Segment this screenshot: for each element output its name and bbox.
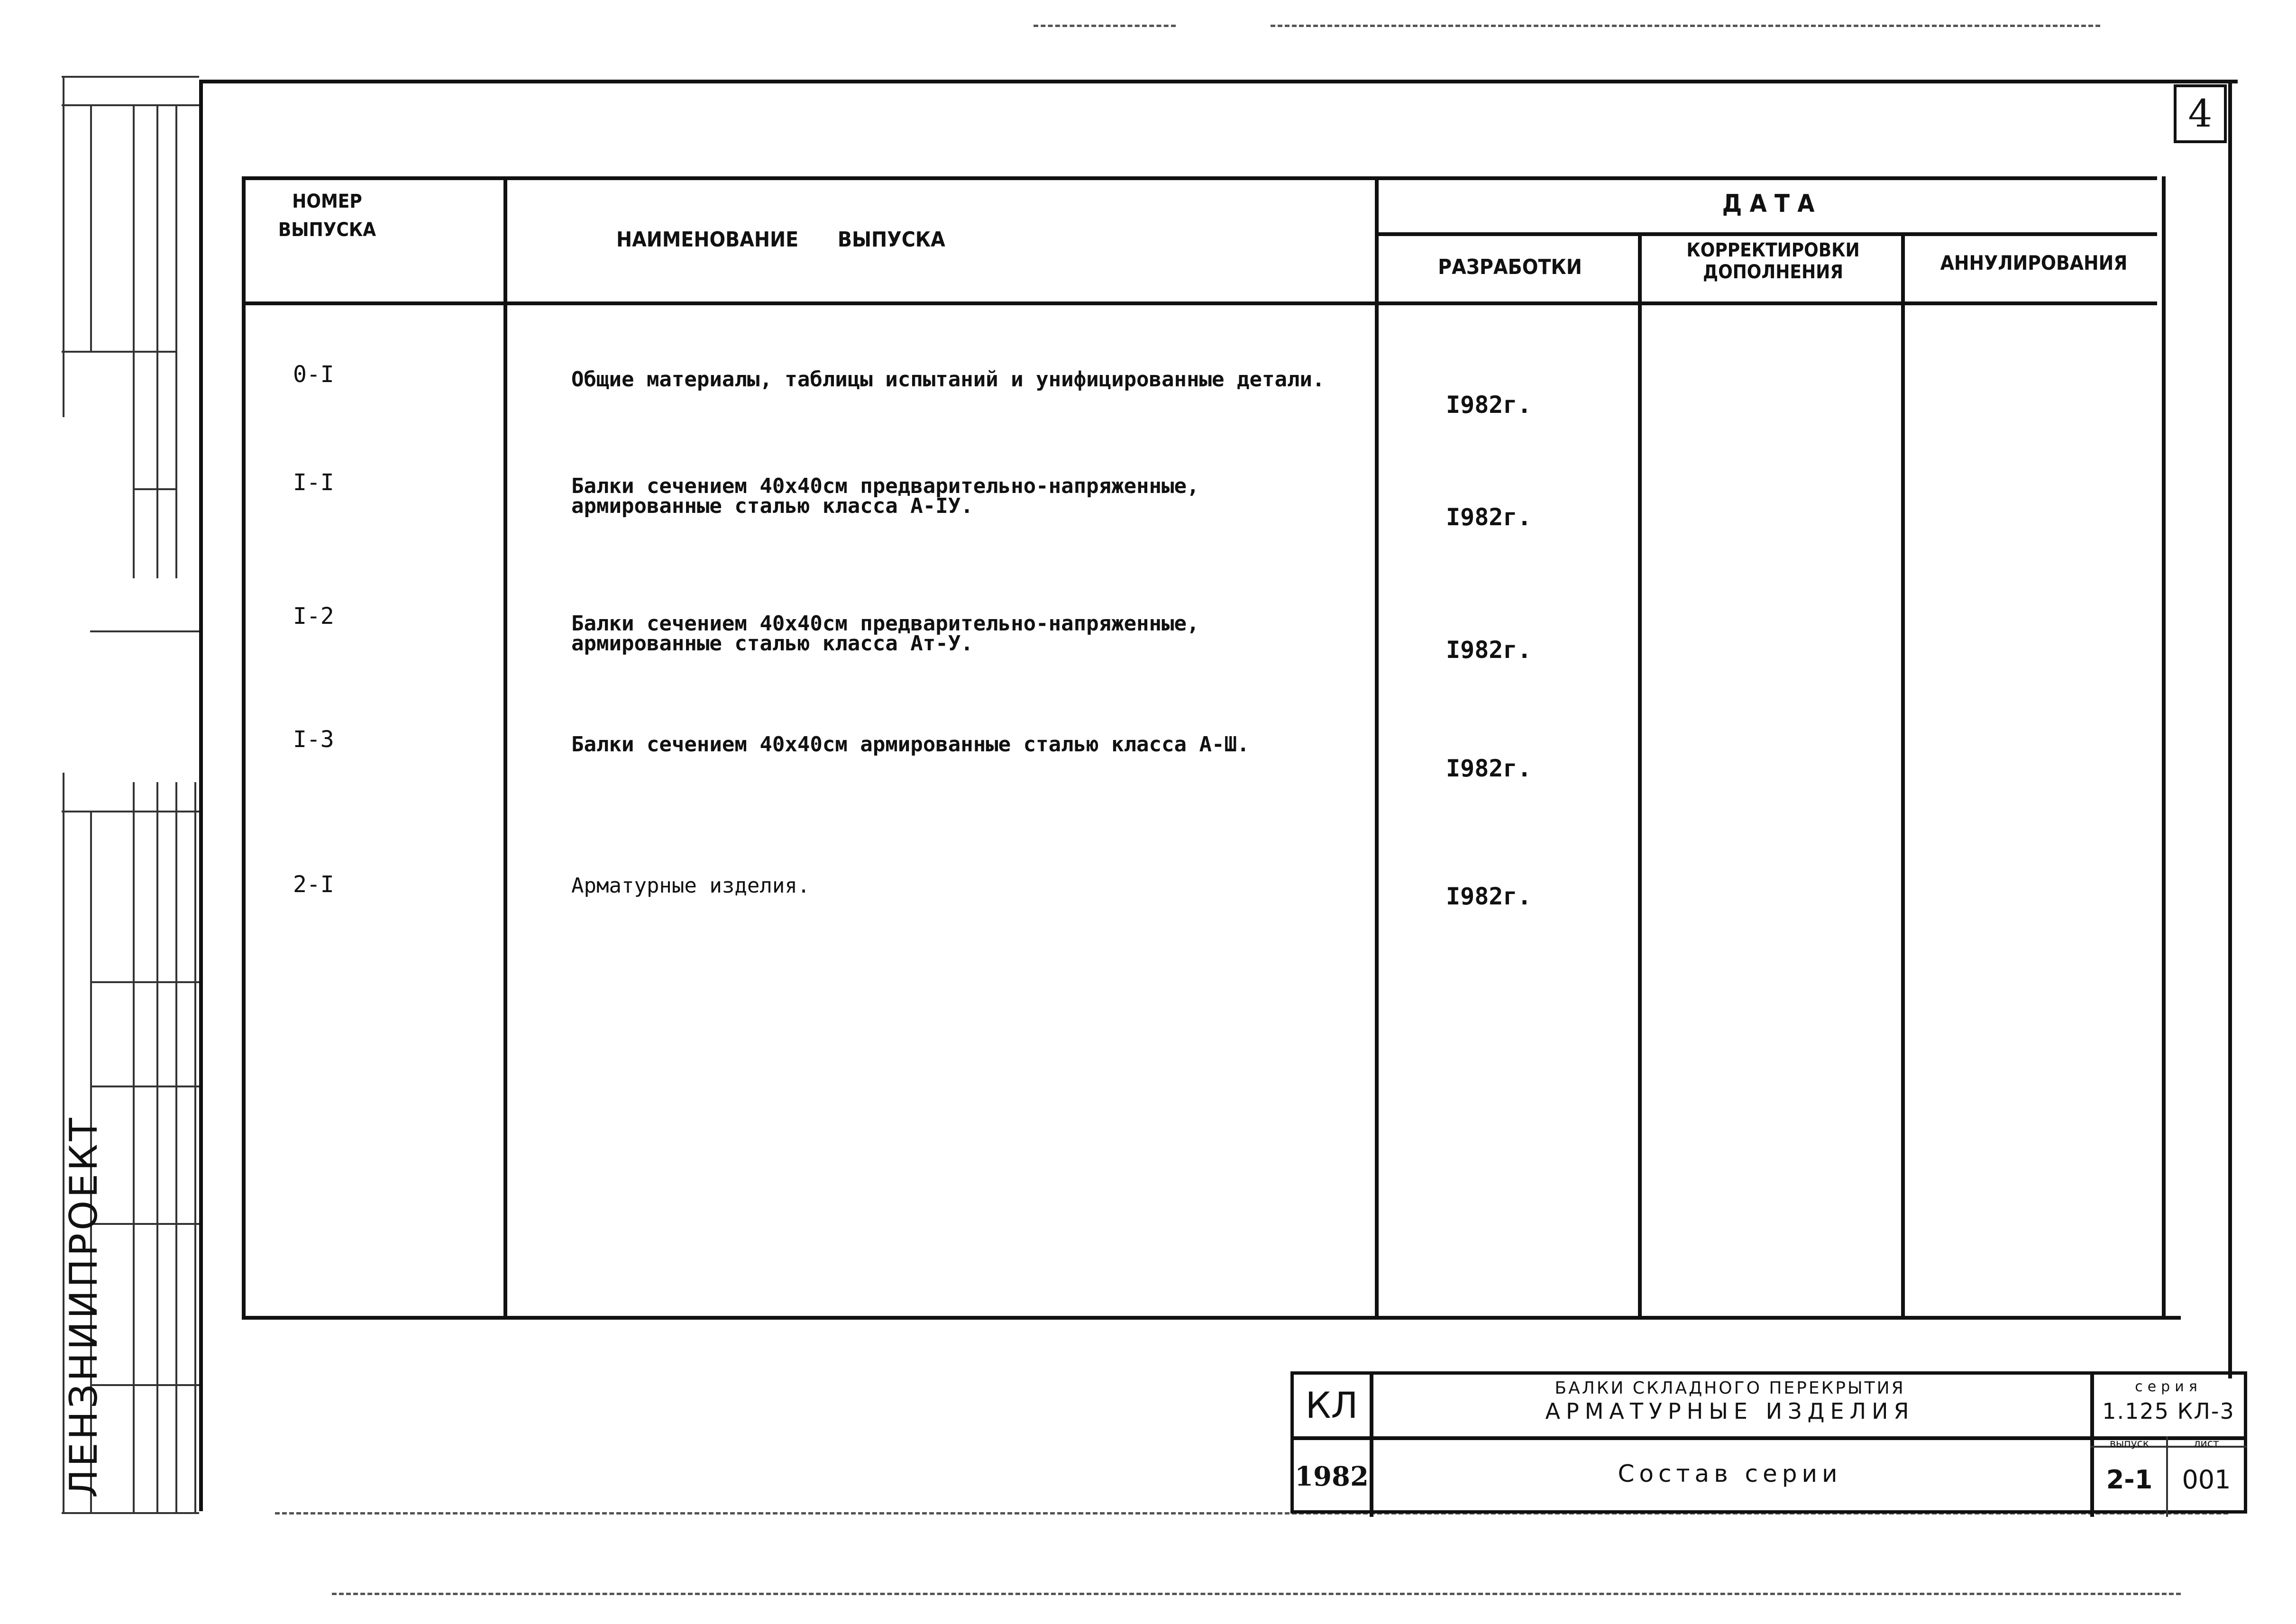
subtitle: Состав серии [1618,1460,1842,1487]
row-year: I982г. [1446,391,1532,419]
series-value: 1.125 КЛ-3 [2102,1398,2235,1424]
code-label: КЛ [1305,1384,1358,1426]
row-number: I-2 [293,603,334,630]
row-year: I982г. [1446,503,1532,531]
row-number: I-I [293,469,334,496]
page-number: 4 [2188,91,2213,136]
row-name: Арматурные изделия. [571,874,810,898]
header-development: РАЗРАБОТКИ [1438,255,1582,279]
issue-label: выпуск [2109,1438,2150,1450]
row-year: I982г. [1446,636,1532,664]
title-block [1290,1371,2247,1514]
org-name: ЛЕНЗНИИПРОЕКТ [62,1115,106,1498]
row-name: Балки сечением 40х40см предварительно-напряженные, армированные сталью класса Ат-У. [571,611,1199,656]
year-label: 1982 [1295,1461,1369,1492]
row-year: I982г. [1446,755,1532,782]
header-annulment: АННУЛИРОВАНИЯ [1940,251,2128,274]
title-main: АРМАТУРНЫЕ ИЗДЕЛИЯ [1545,1398,1915,1424]
title-top: БАЛКИ СКЛАДНОГО ПЕРЕКРЫТИЯ [1555,1378,1905,1398]
row-year: I982г. [1446,883,1532,910]
side-stamp [62,71,204,1517]
header-correction: КОРРЕКТИРОВКИ ДОПОЛНЕНИЯ [1686,239,1860,283]
row-number: 2-I [293,871,334,898]
header-number: НОМЕР ВЫПУСКА [278,191,376,241]
series-label: серия [2135,1378,2202,1395]
header-date: Д А Т А [1722,190,1815,218]
sheet-label: лист [2194,1438,2219,1450]
row-name: Общие материалы, таблицы испытаний и унифицированные детали. [571,367,1325,392]
row-number: I-3 [293,726,334,753]
row-name: Балки сечением 40х40см предварительно-напряженные, армированные сталью класса А-IУ. [571,474,1199,518]
header-name: НАИМЕНОВАНИЕ ВЫПУСКА [616,228,945,252]
row-name: Балки сечением 40х40см армированные сталью класса А-Ш. [571,732,1250,757]
sheet-value: 001 [2182,1465,2231,1495]
row-number: 0-I [293,361,334,388]
issue-value: 2-1 [2106,1465,2153,1495]
